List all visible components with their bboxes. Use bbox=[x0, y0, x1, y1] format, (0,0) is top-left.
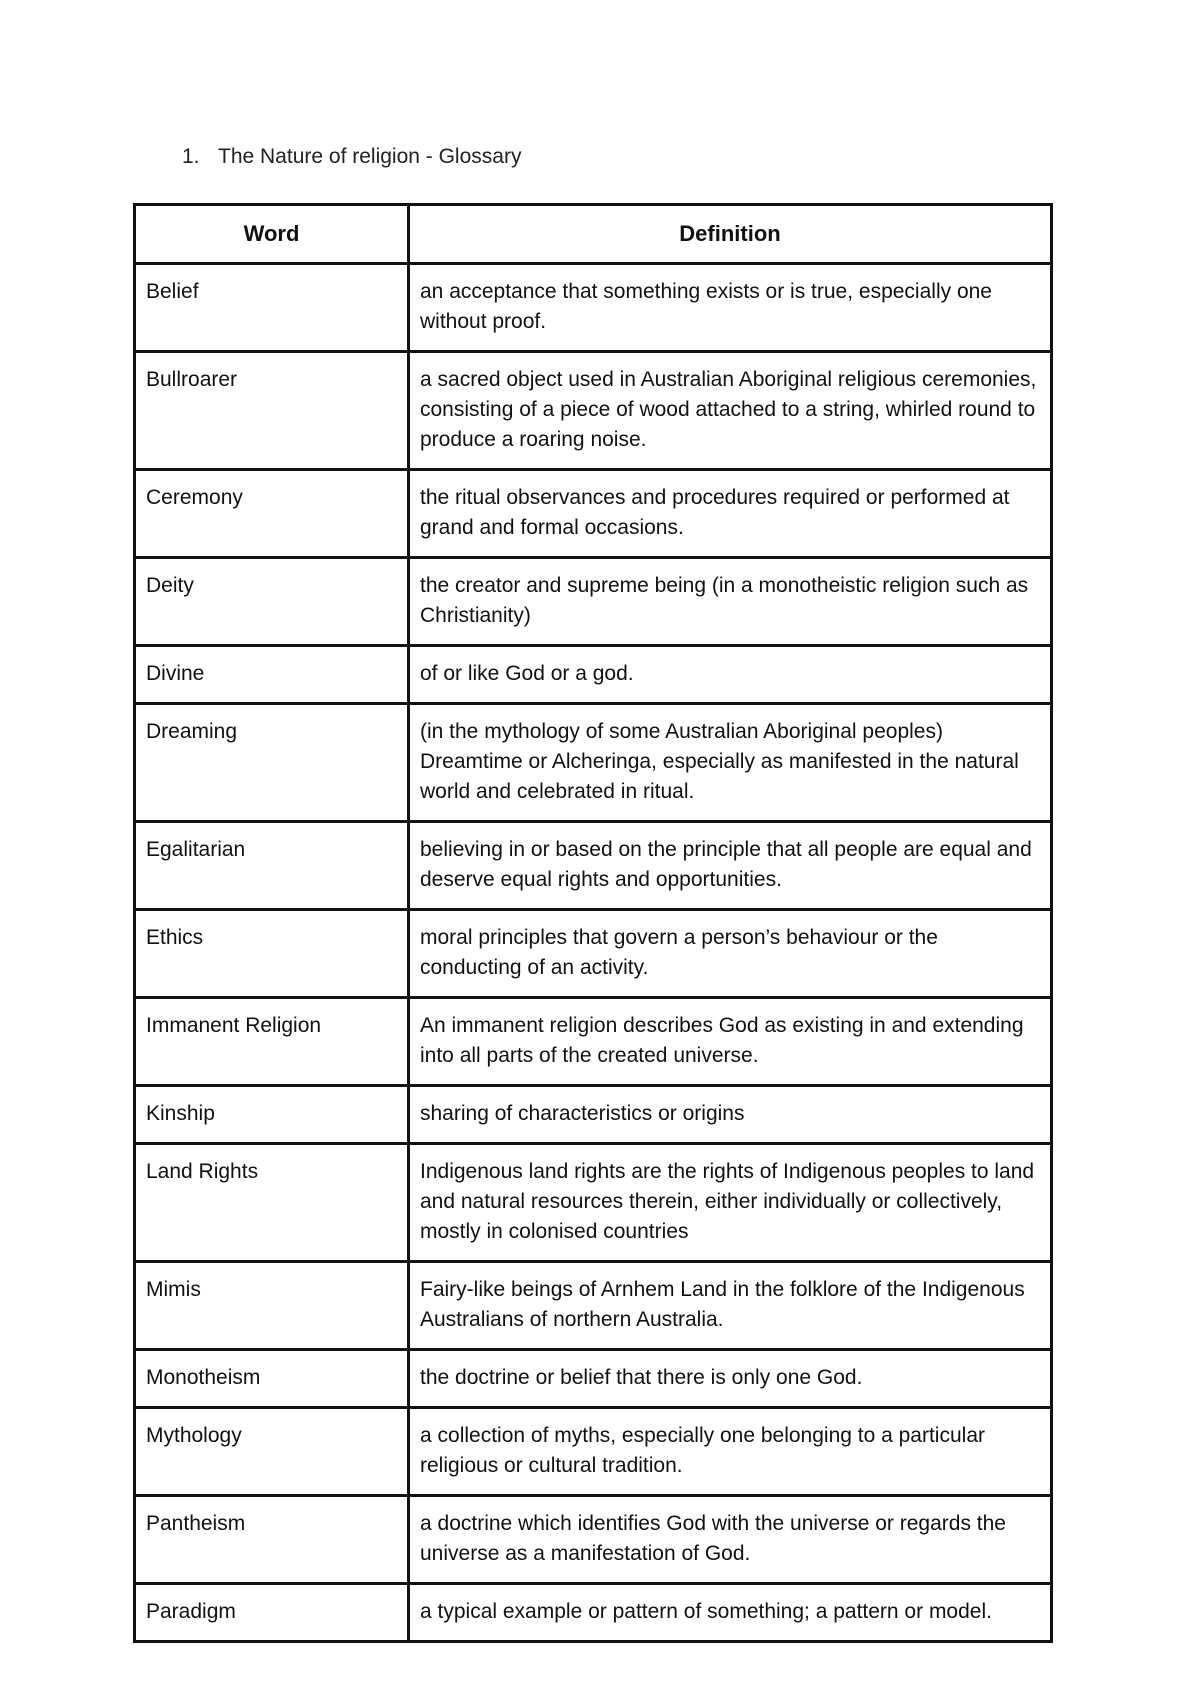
table-row bbox=[135, 1584, 1052, 1642]
definition-cell: (in the mythology of some Australian Aboriginal peoples) Dreamtime or Alcheringa, especially as manifested in the natural world and celebrated in ritual. bbox=[409, 704, 1052, 822]
document-heading bbox=[182, 145, 521, 169]
term-cell: Ceremony bbox=[135, 470, 409, 558]
header-word: Word bbox=[135, 205, 409, 264]
definition-cell: a doctrine which identifies God with the universe or regards the universe as a manifestation of God. bbox=[409, 1496, 1052, 1584]
term-cell: Monotheism bbox=[135, 1350, 409, 1408]
table-row bbox=[135, 822, 1052, 910]
term-cell: Kinship bbox=[135, 1086, 409, 1144]
table-row bbox=[135, 998, 1052, 1086]
definition-cell: believing in or based on the principle that all people are equal and deserve equal rights and opportunities. bbox=[409, 822, 1052, 910]
table-row bbox=[135, 1408, 1052, 1496]
definition-cell: An immanent religion describes God as existing in and extending into all parts of the created universe. bbox=[409, 998, 1052, 1086]
heading-number: 1. bbox=[182, 145, 200, 168]
term-cell: Ethics bbox=[135, 910, 409, 998]
term-cell: Egalitarian bbox=[135, 822, 409, 910]
table-row bbox=[135, 1262, 1052, 1350]
table-row bbox=[135, 1144, 1052, 1262]
term-cell: Land Rights bbox=[135, 1144, 409, 1262]
term-cell: Deity bbox=[135, 558, 409, 646]
term-cell: Mythology bbox=[135, 1408, 409, 1496]
table-header-row bbox=[135, 205, 1052, 264]
table-row bbox=[135, 646, 1052, 704]
table-row bbox=[135, 264, 1052, 352]
definition-cell: of or like God or a god. bbox=[409, 646, 1052, 704]
term-cell: Mimis bbox=[135, 1262, 409, 1350]
definition-cell: moral principles that govern a person’s behaviour or the conducting of an activity. bbox=[409, 910, 1052, 998]
term-cell: Paradigm bbox=[135, 1584, 409, 1642]
table-row bbox=[135, 704, 1052, 822]
table-row bbox=[135, 910, 1052, 998]
definition-cell: the creator and supreme being (in a monotheistic religion such as Christianity) bbox=[409, 558, 1052, 646]
term-cell: Pantheism bbox=[135, 1496, 409, 1584]
table-row bbox=[135, 558, 1052, 646]
table-row bbox=[135, 1350, 1052, 1408]
definition-cell: a sacred object used in Australian Aboriginal religious ceremonies, consisting of a piece of wood attached to a string, whirled round to produce a roaring noise. bbox=[409, 352, 1052, 470]
definition-cell: an acceptance that something exists or is true, especially one without proof. bbox=[409, 264, 1052, 352]
header-definition: Definition bbox=[409, 205, 1052, 264]
term-cell: Bullroarer bbox=[135, 352, 409, 470]
table-row bbox=[135, 352, 1052, 470]
term-cell: Dreaming bbox=[135, 704, 409, 822]
definition-cell: a collection of myths, especially one belonging to a particular religious or cultural tradition. bbox=[409, 1408, 1052, 1496]
definition-cell: the doctrine or belief that there is only one God. bbox=[409, 1350, 1052, 1408]
definition-cell: Fairy-like beings of Arnhem Land in the folklore of the Indigenous Australians of northern Australia. bbox=[409, 1262, 1052, 1350]
heading-text: The Nature of religion - Glossary bbox=[218, 145, 522, 168]
definition-cell: the ritual observances and procedures required or performed at grand and formal occasions. bbox=[409, 470, 1052, 558]
definition-cell: Indigenous land rights are the rights of Indigenous peoples to land and natural resources therein, either individually or collectively, mostly in colonised countries bbox=[409, 1144, 1052, 1262]
definition-cell: sharing of characteristics or origins bbox=[409, 1086, 1052, 1144]
definition-cell: a typical example or pattern of something; a pattern or model. bbox=[409, 1584, 1052, 1642]
term-cell: Divine bbox=[135, 646, 409, 704]
term-cell: Immanent Religion bbox=[135, 998, 409, 1086]
table-row bbox=[135, 470, 1052, 558]
glossary-table bbox=[133, 203, 1053, 1643]
table-row bbox=[135, 1086, 1052, 1144]
table-row bbox=[135, 1496, 1052, 1584]
term-cell: Belief bbox=[135, 264, 409, 352]
